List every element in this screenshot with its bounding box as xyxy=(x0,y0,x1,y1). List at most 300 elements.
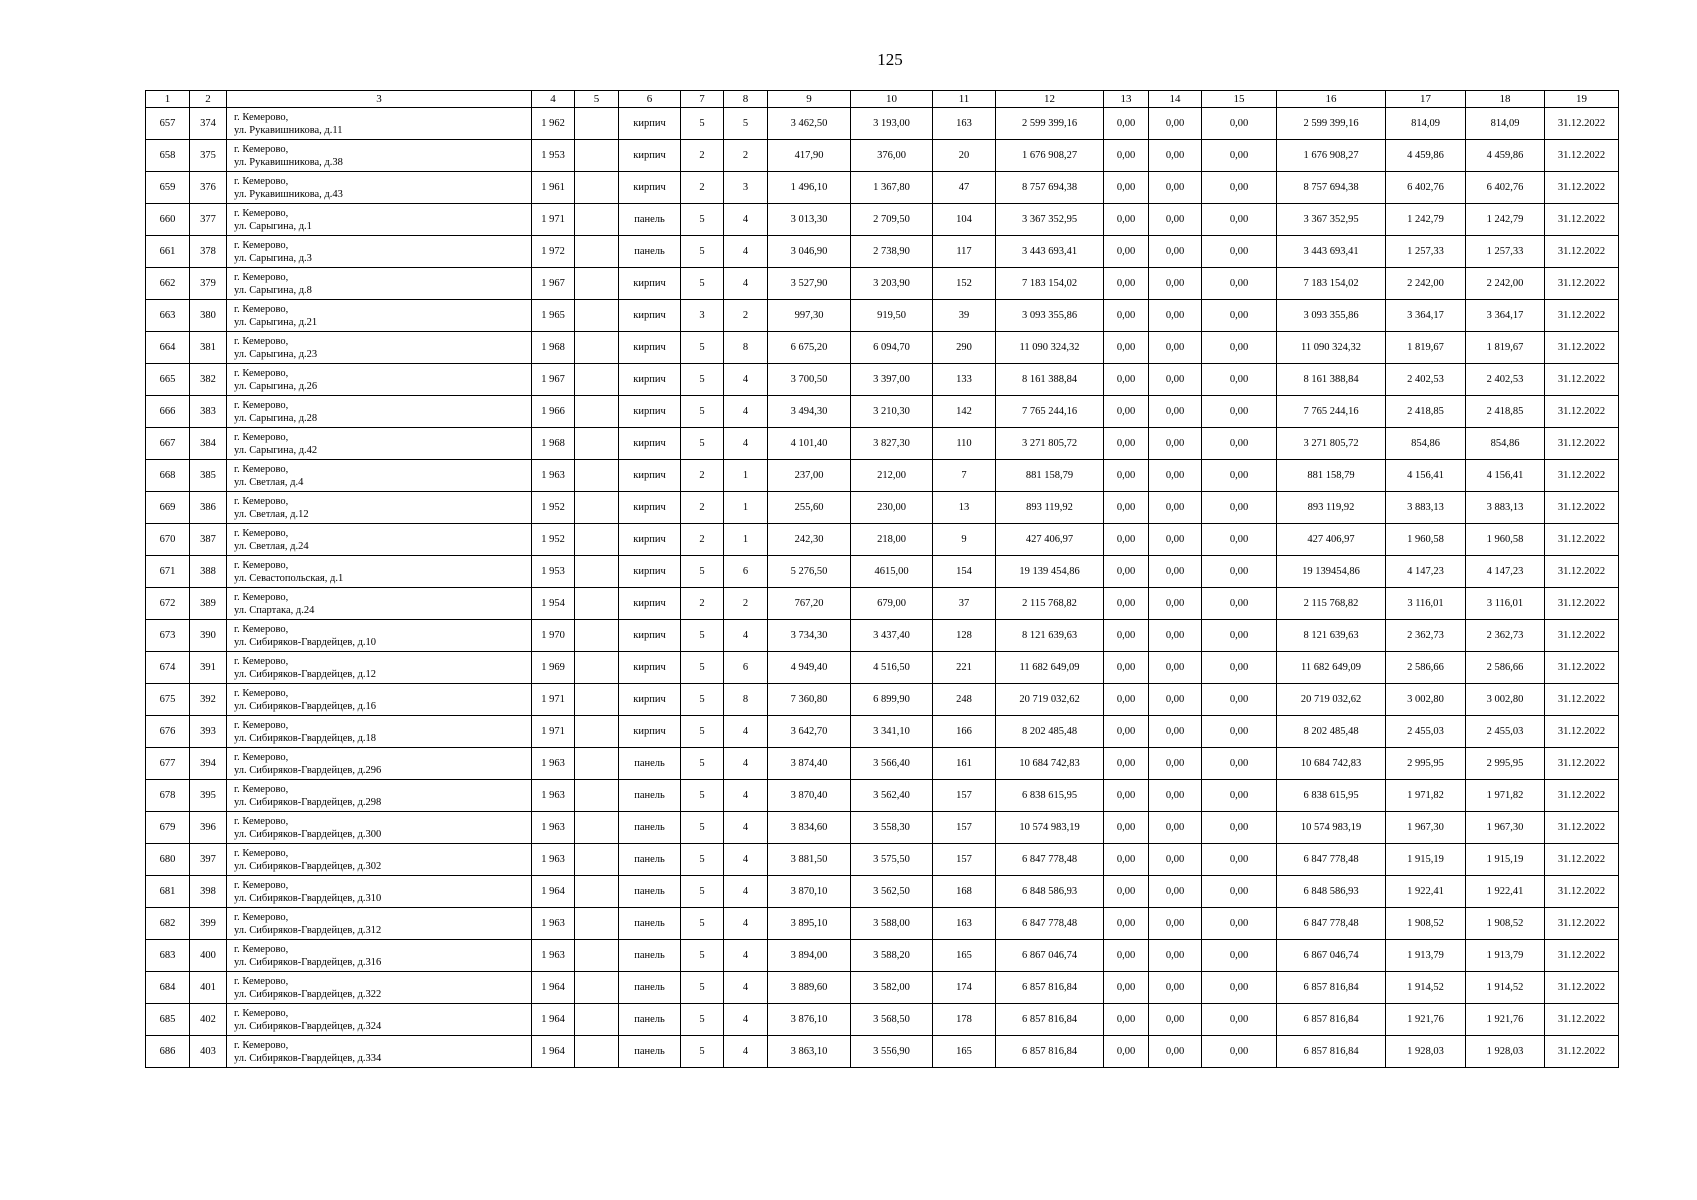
entrances-cell: 4 xyxy=(724,780,768,812)
living-area-cell: 3 568,50 xyxy=(851,1004,933,1036)
column-5-cell xyxy=(575,524,619,556)
column-17-cell: 2 362,73 xyxy=(1386,620,1466,652)
address-city: г. Кемерово, xyxy=(234,463,289,475)
column-15-cell: 0,00 xyxy=(1202,1004,1277,1036)
completion-date-cell: 31.12.2022 xyxy=(1545,300,1619,332)
total-area-cell: 3 527,90 xyxy=(768,268,851,300)
total-cost-cell: 7 183 154,02 xyxy=(996,268,1104,300)
address-city: г. Кемерово, xyxy=(234,367,289,379)
total-area-cell: 3 863,10 xyxy=(768,1036,851,1068)
living-area-cell: 3 341,10 xyxy=(851,716,933,748)
column-17-cell: 1 915,19 xyxy=(1386,844,1466,876)
address-street: ул. Сарыгина, д.3 xyxy=(234,252,312,264)
address-street: ул. Светлая, д.24 xyxy=(234,540,309,552)
column-5-cell xyxy=(575,236,619,268)
column-5-cell xyxy=(575,844,619,876)
house-number-cell: 396 xyxy=(190,812,227,844)
column-number-row xyxy=(146,91,1619,108)
row-number-cell: 666 xyxy=(146,396,190,428)
column-13-cell: 0,00 xyxy=(1104,684,1149,716)
address-cell xyxy=(227,844,532,876)
total-cost-cell: 2 115 768,82 xyxy=(996,588,1104,620)
living-area-cell: 3 588,00 xyxy=(851,908,933,940)
column-17-cell: 1 908,52 xyxy=(1386,908,1466,940)
column-13-cell: 0,00 xyxy=(1104,844,1149,876)
column-18-cell: 814,09 xyxy=(1466,108,1545,140)
residents-cell: 13 xyxy=(933,492,996,524)
year-built-cell: 1 968 xyxy=(532,332,575,364)
living-area-cell: 4 516,50 xyxy=(851,652,933,684)
entrances-cell: 1 xyxy=(724,460,768,492)
floors-cell: 5 xyxy=(681,236,724,268)
address-cell xyxy=(227,1004,532,1036)
address-city: г. Кемерово, xyxy=(234,143,289,155)
column-5-cell xyxy=(575,364,619,396)
total-area-cell: 3 874,40 xyxy=(768,748,851,780)
column-15-cell: 0,00 xyxy=(1202,364,1277,396)
house-number-cell: 395 xyxy=(190,780,227,812)
house-number-cell: 384 xyxy=(190,428,227,460)
row-number-cell: 685 xyxy=(146,1004,190,1036)
row-number-cell: 684 xyxy=(146,972,190,1004)
column-14-cell: 0,00 xyxy=(1149,332,1202,364)
column-17-cell: 1 967,30 xyxy=(1386,812,1466,844)
column-header: 11 xyxy=(933,91,996,108)
entrances-cell: 1 xyxy=(724,492,768,524)
total-area-cell: 3 462,50 xyxy=(768,108,851,140)
wall-material-cell: кирпич xyxy=(619,524,681,556)
address-street: ул. Сибиряков-Гвардейцев, д.324 xyxy=(234,1020,382,1032)
table-row xyxy=(146,300,1619,332)
house-number-cell: 390 xyxy=(190,620,227,652)
address-street: ул. Сибиряков-Гвардейцев, д.18 xyxy=(234,732,377,744)
living-area-cell: 3 558,30 xyxy=(851,812,933,844)
total-area-cell: 3 870,10 xyxy=(768,876,851,908)
house-number-cell: 381 xyxy=(190,332,227,364)
floors-cell: 5 xyxy=(681,748,724,780)
address-city: г. Кемерово, xyxy=(234,399,289,411)
column-header: 19 xyxy=(1545,91,1619,108)
address-street: ул. Сибиряков-Гвардейцев, д.10 xyxy=(234,636,377,648)
entrances-cell: 2 xyxy=(724,140,768,172)
house-number-cell: 394 xyxy=(190,748,227,780)
total-cost-cell: 20 719 032,62 xyxy=(996,684,1104,716)
table-row xyxy=(146,332,1619,364)
entrances-cell: 6 xyxy=(724,652,768,684)
table-row xyxy=(146,1036,1619,1068)
row-number-cell: 686 xyxy=(146,1036,190,1068)
address-city: г. Кемерово, xyxy=(234,111,289,123)
residents-cell: 163 xyxy=(933,908,996,940)
entrances-cell: 4 xyxy=(724,204,768,236)
column-17-cell: 3 116,01 xyxy=(1386,588,1466,620)
column-header: 6 xyxy=(619,91,681,108)
column-13-cell: 0,00 xyxy=(1104,1004,1149,1036)
address-cell xyxy=(227,940,532,972)
wall-material-cell: кирпич xyxy=(619,716,681,748)
column-14-cell: 0,00 xyxy=(1149,492,1202,524)
living-area-cell: 230,00 xyxy=(851,492,933,524)
column-18-cell: 3 364,17 xyxy=(1466,300,1545,332)
total-area-cell: 417,90 xyxy=(768,140,851,172)
living-area-cell: 679,00 xyxy=(851,588,933,620)
residents-cell: 47 xyxy=(933,172,996,204)
column-18-cell: 3 883,13 xyxy=(1466,492,1545,524)
wall-material-cell: кирпич xyxy=(619,364,681,396)
column-5-cell xyxy=(575,684,619,716)
column-17-cell: 4 156,41 xyxy=(1386,460,1466,492)
address-cell xyxy=(227,172,532,204)
total-area-cell: 997,30 xyxy=(768,300,851,332)
residents-cell: 110 xyxy=(933,428,996,460)
wall-material-cell: кирпич xyxy=(619,588,681,620)
column-13-cell: 0,00 xyxy=(1104,620,1149,652)
residents-cell: 152 xyxy=(933,268,996,300)
column-14-cell: 0,00 xyxy=(1149,1004,1202,1036)
wall-material-cell: панель xyxy=(619,204,681,236)
column-14-cell: 0,00 xyxy=(1149,684,1202,716)
column-17-cell: 1 971,82 xyxy=(1386,780,1466,812)
column-18-cell: 1 242,79 xyxy=(1466,204,1545,236)
house-number-cell: 383 xyxy=(190,396,227,428)
residents-cell: 221 xyxy=(933,652,996,684)
completion-date-cell: 31.12.2022 xyxy=(1545,588,1619,620)
completion-date-cell: 31.12.2022 xyxy=(1545,556,1619,588)
floors-cell: 5 xyxy=(681,364,724,396)
completion-date-cell: 31.12.2022 xyxy=(1545,940,1619,972)
floors-cell: 2 xyxy=(681,588,724,620)
address-city: г. Кемерово, xyxy=(234,175,289,187)
column-15-cell: 0,00 xyxy=(1202,908,1277,940)
total-cost-cell: 19 139 454,86 xyxy=(996,556,1104,588)
year-built-cell: 1 963 xyxy=(532,780,575,812)
wall-material-cell: панель xyxy=(619,972,681,1004)
house-number-cell: 387 xyxy=(190,524,227,556)
address-street: ул. Светлая, д.4 xyxy=(234,476,304,488)
house-number-cell: 382 xyxy=(190,364,227,396)
column-5-cell xyxy=(575,876,619,908)
column-16-cell: 8 161 388,84 xyxy=(1277,364,1386,396)
living-area-cell: 3 827,30 xyxy=(851,428,933,460)
residents-cell: 165 xyxy=(933,940,996,972)
completion-date-cell: 31.12.2022 xyxy=(1545,908,1619,940)
column-13-cell: 0,00 xyxy=(1104,908,1149,940)
completion-date-cell: 31.12.2022 xyxy=(1545,204,1619,236)
living-area-cell: 4615,00 xyxy=(851,556,933,588)
total-area-cell: 1 496,10 xyxy=(768,172,851,204)
address-city: г. Кемерово, xyxy=(234,527,289,539)
wall-material-cell: панель xyxy=(619,1036,681,1068)
column-13-cell: 0,00 xyxy=(1104,428,1149,460)
floors-cell: 5 xyxy=(681,812,724,844)
address-cell xyxy=(227,1036,532,1068)
floors-cell: 5 xyxy=(681,972,724,1004)
column-14-cell: 0,00 xyxy=(1149,300,1202,332)
completion-date-cell: 31.12.2022 xyxy=(1545,652,1619,684)
table-row xyxy=(146,588,1619,620)
residents-cell: 142 xyxy=(933,396,996,428)
column-5-cell xyxy=(575,940,619,972)
address-street: ул. Сибиряков-Гвардейцев, д.322 xyxy=(234,988,382,1000)
year-built-cell: 1 962 xyxy=(532,108,575,140)
wall-material-cell: панель xyxy=(619,940,681,972)
address-city: г. Кемерово, xyxy=(234,335,289,347)
total-cost-cell: 881 158,79 xyxy=(996,460,1104,492)
total-cost-cell: 7 765 244,16 xyxy=(996,396,1104,428)
year-built-cell: 1 972 xyxy=(532,236,575,268)
wall-material-cell: панель xyxy=(619,780,681,812)
column-18-cell: 854,86 xyxy=(1466,428,1545,460)
address-cell xyxy=(227,204,532,236)
floors-cell: 5 xyxy=(681,268,724,300)
column-14-cell: 0,00 xyxy=(1149,364,1202,396)
living-area-cell: 3 210,30 xyxy=(851,396,933,428)
column-17-cell: 1 819,67 xyxy=(1386,332,1466,364)
table-row xyxy=(146,876,1619,908)
column-15-cell: 0,00 xyxy=(1202,428,1277,460)
column-5-cell xyxy=(575,620,619,652)
column-15-cell: 0,00 xyxy=(1202,716,1277,748)
column-18-cell: 4 147,23 xyxy=(1466,556,1545,588)
completion-date-cell: 31.12.2022 xyxy=(1545,844,1619,876)
column-15-cell: 0,00 xyxy=(1202,556,1277,588)
total-area-cell: 7 360,80 xyxy=(768,684,851,716)
column-18-cell: 1 257,33 xyxy=(1466,236,1545,268)
living-area-cell: 3 588,20 xyxy=(851,940,933,972)
column-5-cell xyxy=(575,460,619,492)
total-area-cell: 3 494,30 xyxy=(768,396,851,428)
column-header: 16 xyxy=(1277,91,1386,108)
column-16-cell: 6 857 816,84 xyxy=(1277,1004,1386,1036)
address-cell xyxy=(227,236,532,268)
total-area-cell: 3 013,30 xyxy=(768,204,851,236)
address-cell xyxy=(227,652,532,684)
address-city: г. Кемерово, xyxy=(234,303,289,315)
total-cost-cell: 6 857 816,84 xyxy=(996,1004,1104,1036)
address-cell xyxy=(227,556,532,588)
floors-cell: 3 xyxy=(681,300,724,332)
column-13-cell: 0,00 xyxy=(1104,556,1149,588)
column-13-cell: 0,00 xyxy=(1104,108,1149,140)
row-number-cell: 662 xyxy=(146,268,190,300)
living-area-cell: 3 556,90 xyxy=(851,1036,933,1068)
column-14-cell: 0,00 xyxy=(1149,524,1202,556)
completion-date-cell: 31.12.2022 xyxy=(1545,268,1619,300)
floors-cell: 5 xyxy=(681,684,724,716)
column-15-cell: 0,00 xyxy=(1202,460,1277,492)
column-17-cell: 6 402,76 xyxy=(1386,172,1466,204)
house-number-cell: 400 xyxy=(190,940,227,972)
year-built-cell: 1 953 xyxy=(532,140,575,172)
completion-date-cell: 31.12.2022 xyxy=(1545,684,1619,716)
column-13-cell: 0,00 xyxy=(1104,172,1149,204)
column-5-cell xyxy=(575,108,619,140)
column-14-cell: 0,00 xyxy=(1149,620,1202,652)
floors-cell: 2 xyxy=(681,524,724,556)
address-city: г. Кемерово, xyxy=(234,879,289,891)
completion-date-cell: 31.12.2022 xyxy=(1545,428,1619,460)
row-number-cell: 677 xyxy=(146,748,190,780)
completion-date-cell: 31.12.2022 xyxy=(1545,972,1619,1004)
column-13-cell: 0,00 xyxy=(1104,876,1149,908)
column-15-cell: 0,00 xyxy=(1202,204,1277,236)
house-number-cell: 374 xyxy=(190,108,227,140)
row-number-cell: 670 xyxy=(146,524,190,556)
total-cost-cell: 11 682 649,09 xyxy=(996,652,1104,684)
table-row xyxy=(146,428,1619,460)
column-16-cell: 6 857 816,84 xyxy=(1277,1036,1386,1068)
wall-material-cell: кирпич xyxy=(619,140,681,172)
completion-date-cell: 31.12.2022 xyxy=(1545,396,1619,428)
entrances-cell: 4 xyxy=(724,812,768,844)
column-14-cell: 0,00 xyxy=(1149,972,1202,1004)
address-street: ул. Светлая, д.12 xyxy=(234,508,309,520)
wall-material-cell: кирпич xyxy=(619,332,681,364)
column-17-cell: 814,09 xyxy=(1386,108,1466,140)
address-street: ул. Сибиряков-Гвардейцев, д.334 xyxy=(234,1052,382,1064)
column-18-cell: 1 921,76 xyxy=(1466,1004,1545,1036)
house-number-cell: 379 xyxy=(190,268,227,300)
column-header: 13 xyxy=(1104,91,1149,108)
residents-cell: 154 xyxy=(933,556,996,588)
column-15-cell: 0,00 xyxy=(1202,684,1277,716)
column-18-cell: 2 418,85 xyxy=(1466,396,1545,428)
column-17-cell: 2 402,53 xyxy=(1386,364,1466,396)
table-row xyxy=(146,652,1619,684)
column-13-cell: 0,00 xyxy=(1104,588,1149,620)
row-number-cell: 673 xyxy=(146,620,190,652)
residents-cell: 37 xyxy=(933,588,996,620)
residents-cell: 39 xyxy=(933,300,996,332)
column-header: 3 xyxy=(227,91,532,108)
table-row xyxy=(146,748,1619,780)
year-built-cell: 1 963 xyxy=(532,844,575,876)
floors-cell: 5 xyxy=(681,940,724,972)
address-cell xyxy=(227,268,532,300)
living-area-cell: 3 203,90 xyxy=(851,268,933,300)
address-street: ул. Сибиряков-Гвардейцев, д.298 xyxy=(234,796,382,808)
column-5-cell xyxy=(575,812,619,844)
column-5-cell xyxy=(575,1036,619,1068)
living-area-cell: 3 562,40 xyxy=(851,780,933,812)
column-17-cell: 3 002,80 xyxy=(1386,684,1466,716)
residents-cell: 20 xyxy=(933,140,996,172)
column-18-cell: 2 995,95 xyxy=(1466,748,1545,780)
residents-cell: 166 xyxy=(933,716,996,748)
floors-cell: 5 xyxy=(681,556,724,588)
address-street: ул. Рукавишникова, д.43 xyxy=(234,188,343,200)
living-area-cell: 919,50 xyxy=(851,300,933,332)
year-built-cell: 1 967 xyxy=(532,364,575,396)
column-18-cell: 1 913,79 xyxy=(1466,940,1545,972)
total-area-cell: 5 276,50 xyxy=(768,556,851,588)
wall-material-cell: панель xyxy=(619,812,681,844)
table-row xyxy=(146,236,1619,268)
house-number-cell: 398 xyxy=(190,876,227,908)
table-row xyxy=(146,172,1619,204)
entrances-cell: 4 xyxy=(724,396,768,428)
column-15-cell: 0,00 xyxy=(1202,620,1277,652)
column-13-cell: 0,00 xyxy=(1104,364,1149,396)
total-cost-cell: 6 847 778,48 xyxy=(996,908,1104,940)
entrances-cell: 4 xyxy=(724,364,768,396)
row-number-cell: 667 xyxy=(146,428,190,460)
column-15-cell: 0,00 xyxy=(1202,332,1277,364)
address-cell xyxy=(227,140,532,172)
total-area-cell: 3 046,90 xyxy=(768,236,851,268)
total-cost-cell: 6 857 816,84 xyxy=(996,1036,1104,1068)
address-cell xyxy=(227,428,532,460)
column-14-cell: 0,00 xyxy=(1149,172,1202,204)
column-5-cell xyxy=(575,716,619,748)
column-14-cell: 0,00 xyxy=(1149,588,1202,620)
table-row xyxy=(146,140,1619,172)
column-15-cell: 0,00 xyxy=(1202,268,1277,300)
year-built-cell: 1 964 xyxy=(532,972,575,1004)
address-city: г. Кемерово, xyxy=(234,847,289,859)
column-15-cell: 0,00 xyxy=(1202,236,1277,268)
column-16-cell: 2 599 399,16 xyxy=(1277,108,1386,140)
address-street: ул. Сарыгина, д.1 xyxy=(234,220,312,232)
column-16-cell: 3 367 352,95 xyxy=(1277,204,1386,236)
address-street: ул. Сибиряков-Гвардейцев, д.300 xyxy=(234,828,382,840)
table-row xyxy=(146,524,1619,556)
year-built-cell: 1 971 xyxy=(532,204,575,236)
row-number-cell: 676 xyxy=(146,716,190,748)
table-row xyxy=(146,780,1619,812)
total-cost-cell: 11 090 324,32 xyxy=(996,332,1104,364)
column-15-cell: 0,00 xyxy=(1202,172,1277,204)
column-14-cell: 0,00 xyxy=(1149,556,1202,588)
column-17-cell: 2 455,03 xyxy=(1386,716,1466,748)
column-15-cell: 0,00 xyxy=(1202,588,1277,620)
column-14-cell: 0,00 xyxy=(1149,812,1202,844)
column-header: 17 xyxy=(1386,91,1466,108)
column-17-cell: 1 913,79 xyxy=(1386,940,1466,972)
table-row xyxy=(146,716,1619,748)
table-row xyxy=(146,460,1619,492)
table-row xyxy=(146,812,1619,844)
address-cell xyxy=(227,524,532,556)
address-street: ул. Сарыгина, д.26 xyxy=(234,380,318,392)
column-5-cell xyxy=(575,268,619,300)
address-street: ул. Сарыгина, д.42 xyxy=(234,444,318,456)
column-15-cell: 0,00 xyxy=(1202,108,1277,140)
address-street: ул. Сибиряков-Гвардейцев, д.296 xyxy=(234,764,382,776)
column-header: 18 xyxy=(1466,91,1545,108)
column-16-cell: 10 684 742,83 xyxy=(1277,748,1386,780)
table-row xyxy=(146,940,1619,972)
column-16-cell: 7 183 154,02 xyxy=(1277,268,1386,300)
row-number-cell: 668 xyxy=(146,460,190,492)
column-header: 10 xyxy=(851,91,933,108)
completion-date-cell: 31.12.2022 xyxy=(1545,172,1619,204)
column-16-cell: 6 838 615,95 xyxy=(1277,780,1386,812)
row-number-cell: 672 xyxy=(146,588,190,620)
address-cell xyxy=(227,492,532,524)
column-18-cell: 4 459,86 xyxy=(1466,140,1545,172)
column-18-cell: 3 116,01 xyxy=(1466,588,1545,620)
living-area-cell: 3 193,00 xyxy=(851,108,933,140)
column-17-cell: 3 364,17 xyxy=(1386,300,1466,332)
address-street: ул. Рукавишникова, д.38 xyxy=(234,156,343,168)
row-number-cell: 675 xyxy=(146,684,190,716)
year-built-cell: 1 971 xyxy=(532,684,575,716)
address-city: г. Кемерово, xyxy=(234,815,289,827)
living-area-cell: 6 899,90 xyxy=(851,684,933,716)
year-built-cell: 1 964 xyxy=(532,876,575,908)
entrances-cell: 4 xyxy=(724,972,768,1004)
